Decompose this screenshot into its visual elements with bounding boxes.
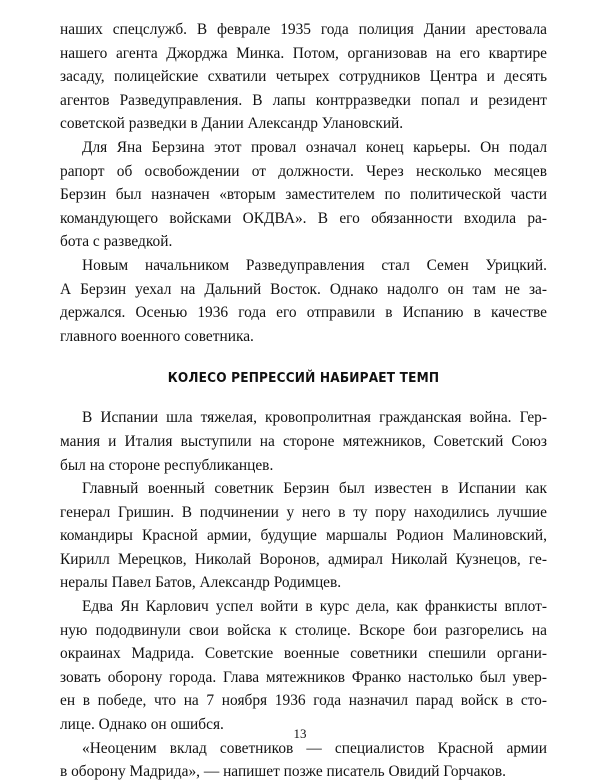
text-line: главного военного советника.	[60, 327, 254, 345]
text-line: В Испании шла тяжелая, кровопролитная гражданская война. Гер-	[82, 409, 547, 427]
paragraph	[60, 406, 547, 477]
text-line: командующего войсками ОКДВА». В его обязанности входила ра-	[60, 209, 547, 227]
text-line: Главный военный советник Берзин был известен в Испании как	[82, 480, 547, 498]
paragraph	[60, 136, 547, 254]
text-line: Новым начальником Разведуправления стал Семен Урицкий.	[82, 256, 547, 274]
text-line: в оборону Мадрида», — напишет позже писатель Овидий Горчаков.	[60, 763, 506, 781]
text-line: мания и Италия выступили на стороне мятежников, Советский Союз	[60, 432, 547, 450]
paragraph	[60, 477, 547, 595]
text-line: ен в победе, что на 7 ноября 1936 года назначил парад войск в сто-	[60, 692, 547, 710]
text-line: Кирилл Мерецков, Николай Воронов, адмирал Николай Кузнецов, ге-	[60, 550, 547, 568]
text-line: Берзин был назначен «вторым заместителем по политической части	[60, 186, 547, 204]
page-body	[60, 18, 547, 784]
text-line: бота с разведкой.	[60, 233, 173, 251]
text-line: окраинах Мадрида. Советские военные советники спешили органи-	[60, 645, 547, 663]
text-line: держался. Осенью 1936 года его отправили в Испанию в качестве	[60, 304, 547, 322]
text-line: был на стороне республиканцев.	[60, 456, 274, 474]
text-line: ную пододвинули свои войска к столице. Вскоре бои разгорелись на	[60, 621, 547, 639]
text-line: Для Яна Берзина этот провал означал конец карьеры. Он подал	[82, 138, 547, 156]
paragraph	[60, 254, 547, 348]
paragraph	[60, 595, 547, 737]
text-line: командиры Красной армии, будущие маршалы Родион Малиновский,	[60, 527, 547, 545]
text-line: «Неоценим вклад советников — специалистов Красной армии	[82, 739, 547, 757]
text-line: А Берзин уехал на Дальний Восток. Однако надолго он там не за-	[60, 280, 547, 298]
text-line: наших спецслужб. В феврале 1935 года полиция Дании арестовала	[60, 21, 547, 38]
paragraph	[60, 737, 547, 784]
text-line: генерал Гришин. В подчинении у него в ту пору находились лучшие	[60, 503, 547, 521]
text-line: лице. Однако он ошибся.	[60, 716, 224, 734]
page-number: 13	[293, 726, 307, 741]
text-line: агентов Разведуправления. В лапы контрразведки попал и резидент	[60, 91, 547, 109]
paragraph	[60, 18, 547, 136]
text-line: Едва Ян Карлович успел войти в курс дела, как франкисты вплот-	[82, 598, 547, 616]
text-line: зовать оборону города. Глава мятежников Франко настолько был увер-	[60, 668, 547, 686]
text-line: нашего агента Джорджа Минка. Потом, организовав на его квартире	[60, 44, 547, 62]
section-heading: КОЛЕСО РЕПРЕССИЙ НАБИРАЕТ ТЕМП	[167, 370, 440, 387]
text-line: рапорт об освобождении от должности. Через несколько месяцев	[60, 162, 547, 180]
text-line: нералы Павел Батов, Александр Родимцев.	[60, 574, 342, 592]
text-line: засаду, полицейские схватили четырех сотрудников Центра и десять	[60, 68, 547, 86]
text-line: советской разведки в Дании Александр Улановский.	[60, 115, 404, 133]
